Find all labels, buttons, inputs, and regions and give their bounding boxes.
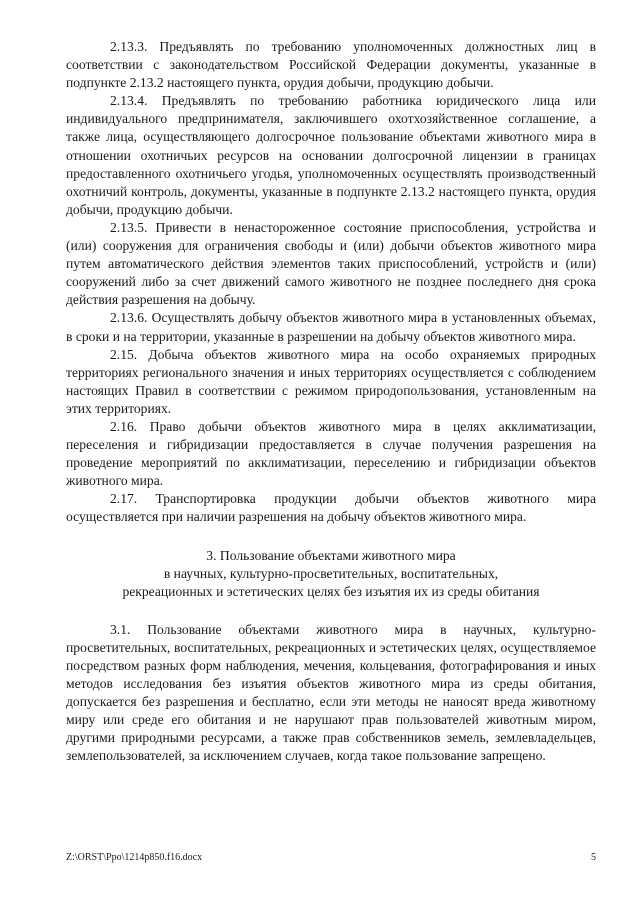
section-3-heading-line-3: рекреационных и эстетических целях без изъятия их из среды обитания: [122, 583, 540, 599]
section-3-heading-line-2: в научных, культурно-просветительных, воспитательных,: [163, 565, 499, 581]
paragraph-2-16: 2.16. Право добычи объектов животного мира в целях акклиматизации, переселения и гибридизации предоставляется в случае получения разрешения на проведение мероприятий по акклиматизации, переселению и гибридизации объектов животного мира.: [66, 418, 596, 489]
footer-page-number: 5: [591, 852, 596, 863]
paragraph-2-15: 2.15. Добыча объектов животного мира на особо охраняемых природных территориях регионального значения и иных территориях осуществляется с соблюдением настоящих Правил в соответствии с режимом природопользования, установленным на этих территориях.: [66, 346, 596, 416]
paragraph-2-13-6: 2.13.6. Осуществлять добычу объектов животного мира в установленных объемах, в сроки и на территории, указанные в разрешении на добычу объектов животного мира.: [66, 310, 596, 344]
paragraph-3-1: 3.1. Пользование объектами животного мира в научных, культурно-просветительных, воспитательных, рекреационных и эстетических целях, осуществляемое посредством разных форм наблюдения, мечения, кольцевания, фотографирования и иных методов исследования без изъятия объектов животного мира из среды обитания, допускается без разрешения и бесплатно, если эти методы не наносят вреда животному миру или среде его обитания и не нарушают прав пользователей животным миром, другими природными ресурсами, а также прав собственников земель, землевладельцев, землепользователей, за исключением случаев, когда такое пользование запрещено.: [66, 621, 596, 764]
footer-file-path: Z:\ORST\Ppo\1214p850.f16.docx: [66, 852, 203, 863]
paragraph-2-13-5: 2.13.5. Привести в ненастороженное состояние приспособления, устройства и (или) сооружения для ограничения свободы и (или) добычи объектов животного мира путем автоматического действия элементов таких приспособлений, устройств и (или) сооружений либо за счет движений самого животного не позднее последнего дня срока действия разрешения на добычу.: [66, 219, 596, 308]
paragraph-2-13-3: 2.13.3. Предъявлять по требованию уполномоченных должностных лиц в соответствии с законодательством Российской Федерации документы, указанные в подпункте 2.13.2 настоящего пункта, орудия добычи, продукцию добычи.: [66, 39, 596, 91]
document-body: [66, 38, 596, 766]
section-3-heading-line-1: 3. Пользование объектами животного мира: [206, 547, 456, 563]
paragraph-2-17: 2.17. Транспортировка продукции добычи объектов животного мира осуществляется при наличии разрешения на добычу объектов животного мира.: [66, 491, 596, 525]
paragraph-2-13-4: 2.13.4. Предъявлять по требованию работника юридического лица или индивидуального предпринимателя, заключившего охотхозяйственное соглашение, а также лица, осуществляющего долгосрочное пользование объектами животного мира в отношении охотничьих ресурсов на основании долгосрочной лицензии в границах предоставленного охотничьего угодья, уполномоченных осуществлять производственный охотничий контроль, документы, указанные в подпункте 2.13.2 настоящего пункта, орудия добычи, продукцию добычи.: [66, 93, 596, 217]
